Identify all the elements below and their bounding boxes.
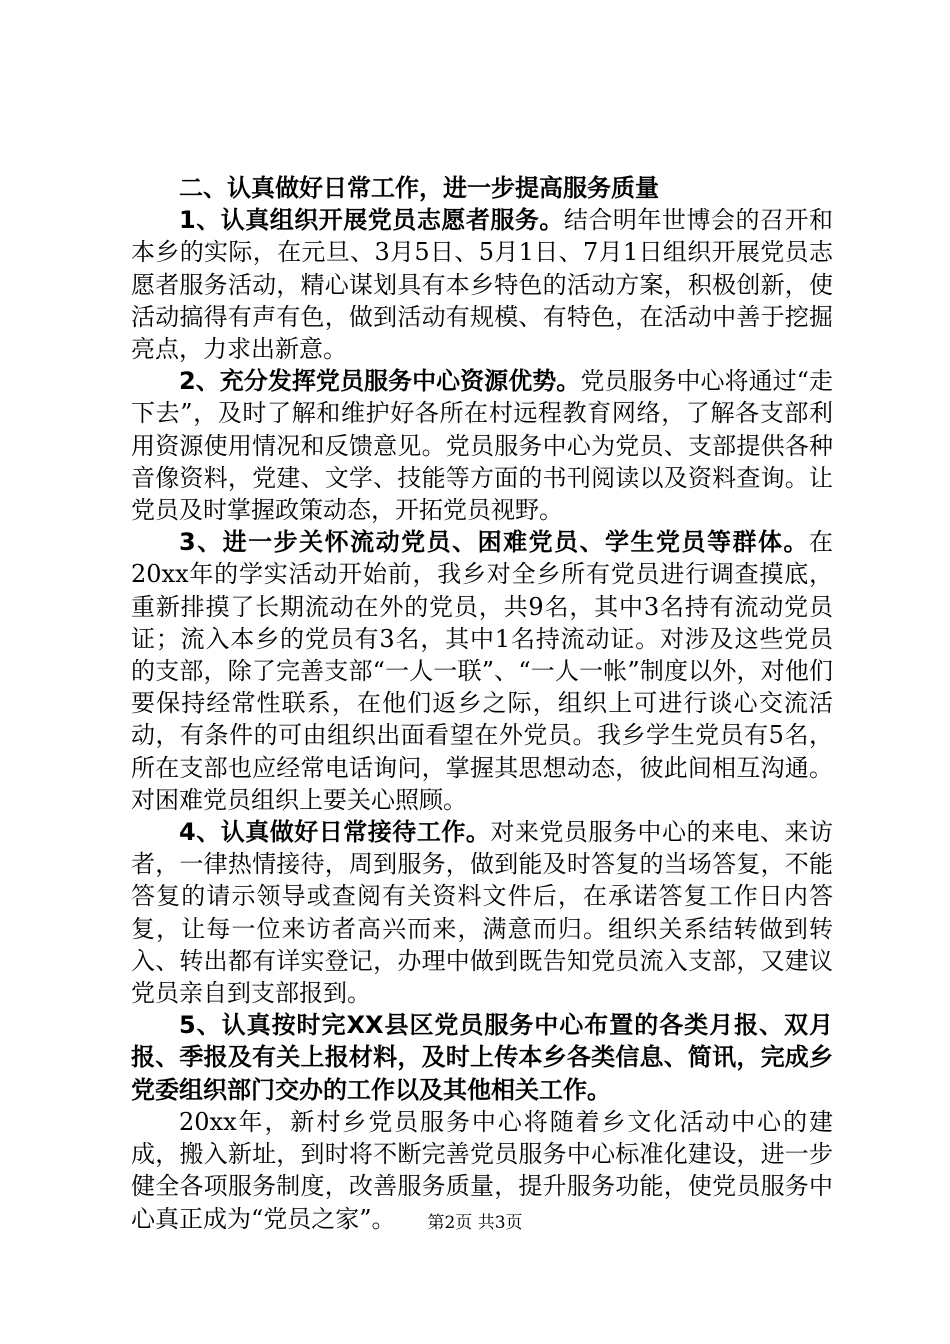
item-1-paragraph bbox=[131, 204, 833, 365]
section-heading: 二、认真做好日常工作，进一步提高服务质量 bbox=[179, 174, 659, 202]
document-body bbox=[131, 172, 833, 1235]
item-2-body: 党员服务中心将通过“走下去”，及时了解和维护好各所在村远程教育网络，了解各支部利用资源使用情况和反馈意见。党员服务中心为党员、支部提供各种音像资料，党建、文学、技能等方面的书刊阅读以及资料查询。让党员及时掌握政策动态，开拓党员视野。 bbox=[131, 367, 833, 525]
item-2-lead: 2、充分发挥党员服务中心资源优势。 bbox=[179, 367, 581, 396]
item-3-body: 在20xx年的学实活动开始前，我乡对全乡所有党员进行调查摸底，重新排摸了长期流动在外的党员，共9名，其中3名持有流动党员证；流入本乡的党员有3名，其中1名持流动证。对涉及这些党员的支部，除了完善支部“一人一联”、“一人一帐”制度以外，对他们要保持经常性联系，在他们返乡之际，组织上可进行谈心交流活动，有条件的可由组织出面看望在外党员。我乡学生党员有5名，所在支部也应经常电话询问，掌握其思想动态，彼此间相互沟通。对困难党员组织上要关心照顾。 bbox=[131, 528, 833, 814]
item-2-paragraph bbox=[131, 365, 833, 526]
page-footer: 第2页 共3页 bbox=[427, 1213, 523, 1233]
item-4-paragraph bbox=[131, 816, 833, 1009]
item-1-lead: 1、认真组织开展党员志愿者服务。 bbox=[179, 206, 564, 235]
item-3-lead: 3、进一步关怀流动党员、困难党员、学生党员等群体。 bbox=[179, 528, 809, 557]
item-4-lead: 4、认真做好日常接待工作。 bbox=[179, 818, 491, 847]
closing-paragraph: 20xx年，新村乡党员服务中心将随着乡文化活动中心的建成，搬入新址，到时将不断完善党员服务中心标准化建设，进一步健全各项服务制度，改善服务质量，提升服务功能，使党员服务中心真正成为“党员之家”。 bbox=[131, 1107, 833, 1233]
item-5-paragraph: 5、认真按时完XX县区党员服务中心布置的各类月报、双月报、季报及有关上报材料，及时上传本乡各类信息、简讯，完成乡党委组织部门交办的工作以及其他相关工作。 bbox=[131, 1011, 833, 1104]
item-3-paragraph bbox=[131, 526, 833, 816]
item-1-body: 结合明年世博会的召开和本乡的实际，在元旦、3月5日、5月1日、7月1日组织开展党员志愿者服务活动，精心谋划具有本乡特色的活动方案，积极创新，使活动搞得有声有色，做到活动有规模、有特色，在活动中善于挖掘亮点，力求出新意。 bbox=[131, 206, 834, 364]
item-4-body: 对来党员服务中心的来电、来访者，一律热情接待，周到服务，做到能及时答复的当场答复，不能答复的请示领导或查阅有关资料文件后，在承诺答复工作日内答复，让每一位来访者高兴而来，满意而归。组织关系结转做到转入、转出都有详实登记，办理中做到既告知党员流入支部，又建议党员亲自到支部报到。 bbox=[131, 818, 834, 1008]
